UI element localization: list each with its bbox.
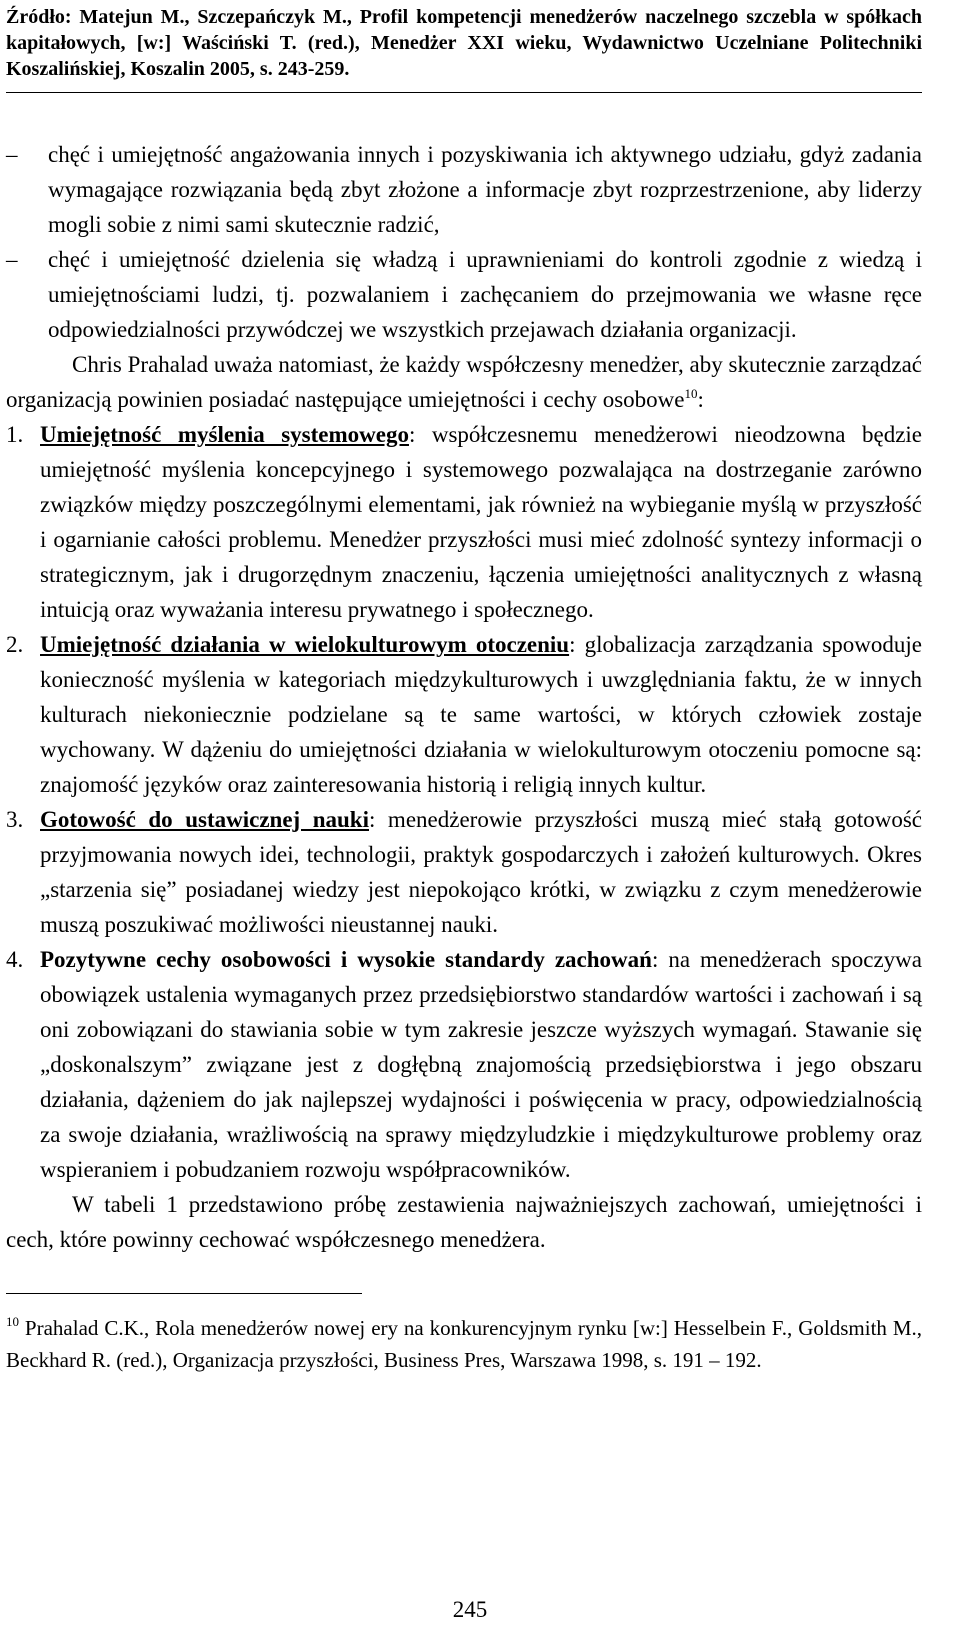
- dash-marker: –: [6, 247, 18, 272]
- closing-paragraph: W tabeli 1 przedstawiono próbę zestawienia najważniejszych zachowań, umiejętności i cech, które powinny cechować współczesnego menedżera.: [6, 1192, 922, 1252]
- item-number: 3.: [6, 807, 24, 832]
- item-term: Umiejętność działania w wielokulturowym otoczeniu: [40, 632, 570, 657]
- dash-item: [6, 242, 922, 347]
- item-number: 1.: [6, 422, 24, 447]
- numbered-item: [6, 417, 922, 627]
- dash-marker: –: [6, 142, 18, 167]
- numbered-item: [6, 802, 922, 942]
- item-text: : współczesnemu menedżerowi nieodzowna będzie umiejętność myślenia koncepcyjnego i systemowego pozwalająca na dostrzeganie zarówno związków między poszczególnymi elementami, jak również na wybieganie myślą w przyszłość i ogarnianie całości problemu. Menedżer przyszłości musi mieć zdolność syntezy informacji o strategicznym, jak i drugorzędnym znaczeniu, łączenia umiejętności analitycznych z własną intuicją oraz wyważania interesu prywatnego i społecznego.: [40, 422, 923, 622]
- item-text: : globalizacja zarządzania spowoduje konieczność myślenia w kategoriach międzykulturowych i uwzględniania faktu, że w innych kulturach niekoniecznie podzielane są te same wartości, w których człowiek zostaje wychowany. W dążeniu do umiejętności działania w wielokulturowym otoczeniu pomocne są: znajomość języków oraz zainteresowania historią i religią innych kultur.: [40, 632, 922, 797]
- document-page: [6, 4, 922, 1376]
- item-text: : na menedżerach spoczywa obowiązek ustalenia wymaganych przez przedsiębiorstwo standardów wartości i zachowań i są oni zobowiązani do stawiania sobie w tym zakresie jeszcze wyższych wymagań. Stawanie się „doskonalszym” związane jest z dogłębną znajomością przedsiębiorstwa i jego obszaru działania, dążeniem do jak najlepszej wydajności i poświęcenia w pracy, odpowiedzialnością za swoje działania, wrażliwością na sprawy międzyludzkie i międzykulturowe problemy oraz wspieraniem i pobudzaniem rozwoju współpracowników.: [40, 947, 922, 1182]
- footnote-separator: [6, 1293, 362, 1294]
- item-term: Umiejętność myślenia systemowego: [40, 422, 409, 447]
- dash-list: [6, 137, 922, 347]
- footnote: [6, 1312, 922, 1376]
- dash-item-text: chęć i umiejętność dzielenia się władzą i uprawnieniami do kontroli zgodnie z wiedzą i umiejętnościami ludzi, tj. pozwalaniem i zachęcaniem do przejmowania we własne ręce odpowiedzialności przywódczej we wszystkich przejawach działania organizacji.: [48, 247, 922, 342]
- item-number: 2.: [6, 632, 24, 657]
- item-term: Gotowość do ustawicznej nauki: [40, 807, 369, 832]
- source-citation: Źródło: Matejun M., Szczepańczyk M., Profil kompetencji menedżerów naczelnego szczebla w spółkach kapitałowych, [w:] Waściński T. (red.), Menedżer XXI wieku, Wydawnictwo Uczelniane Politechniki Koszalińskiej, Koszalin 2005, s. 243-259.: [6, 4, 922, 93]
- numbered-item: [6, 942, 922, 1187]
- item-text: : menedżerowie przyszłości muszą mieć stałą gotowość przyjmowania nowych idei, technologii, praktyk gospodarczych i założeń kulturowych. Okres „starzenia się” posiadanej wiedzy jest niepokojąco krótki, w związku z czym menedżerowie muszą poszukiwać możliwości nieustannej nauki.: [40, 807, 922, 937]
- intro-text: Chris Prahalad uważa natomiast, że każdy współczesny menedżer, aby skutecznie zarządzać organizacją powinien posiadać następujące umiejętności i cechy osobowe: [6, 352, 922, 412]
- intro-colon: :: [697, 387, 704, 412]
- numbered-item: [6, 627, 922, 802]
- footnote-reference: 10: [684, 386, 698, 401]
- page-number: 245: [452, 1597, 488, 1622]
- item-number: 4.: [6, 947, 24, 972]
- footnote-number: 10: [6, 1314, 19, 1329]
- intro-paragraph: [6, 347, 922, 417]
- dash-item-text: chęć i umiejętność angażowania innych i pozyskiwania ich aktywnego udziału, gdyż zadania wymagające rozwiązania będą zbyt złożone a informacje zbyt rozprzestrzenione, aby liderzy mogli sobie z nimi sami skutecznie radzić,: [48, 142, 922, 237]
- item-term: Pozytywne cechy osobowości i wysokie standardy zachowań: [40, 947, 652, 972]
- footnote-text: Prahalad C.K., Rola menedżerów nowej ery na konkurencyjnym rynku [w:] Hesselbein F., Goldsmith M., Beckhard R. (red.), Organizacja przyszłości, Business Pres, Warszawa 1998, s. 191 – 192.: [6, 1316, 922, 1372]
- dash-item: [6, 137, 922, 242]
